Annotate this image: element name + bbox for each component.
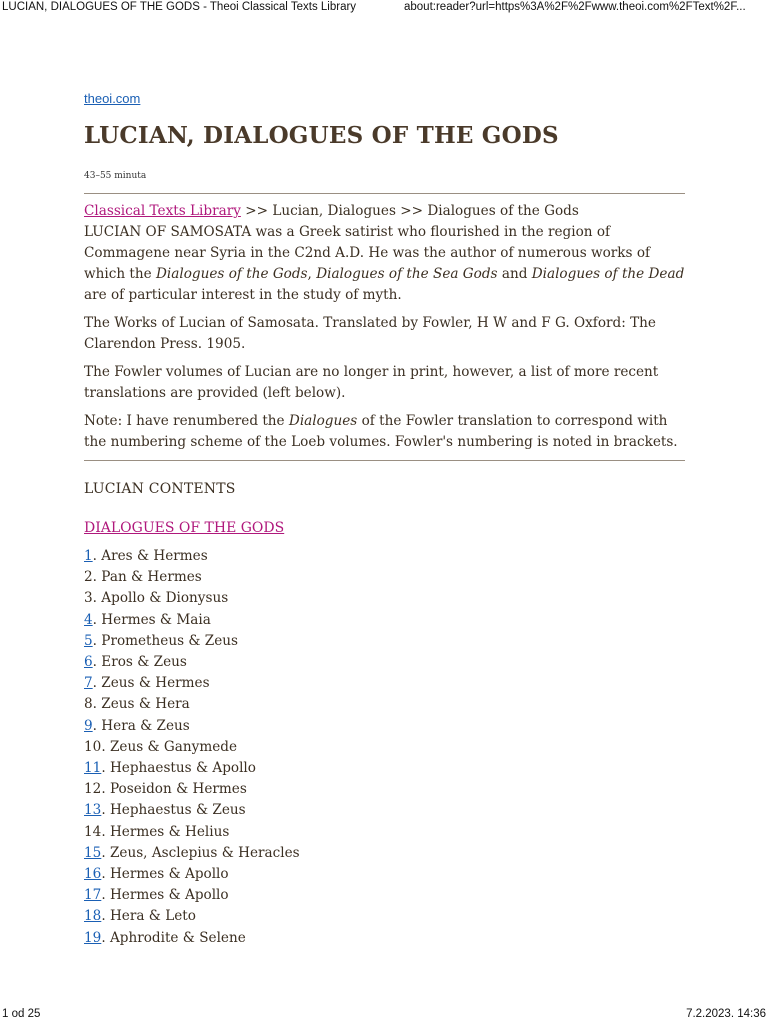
dialogue-item (84, 885, 685, 906)
dialogue-title: . Zeus, Asclepius & Heracles (101, 844, 300, 861)
dialogue-item (84, 694, 685, 715)
dialogue-title: . Hera & Leto (101, 908, 196, 925)
breadcrumb-rest: >> Lucian, Dialogues >> Dialogues of the Gods (240, 203, 579, 219)
dialogue-title: . Apollo & Dionysus (92, 590, 229, 607)
dialogue-item (84, 906, 685, 927)
intro-text-1: LUCIAN OF SAMOSATA was a Greek satirist who flourished in the region of Commagene near Syria in the C2nd A.D. He was the author of numerous works of which the (84, 224, 651, 282)
dialogue-number: 8 (84, 696, 93, 713)
dialogue-item (84, 928, 685, 949)
dialogue-title: . Poseidon & Hermes (101, 781, 247, 798)
dialogue-list (84, 546, 685, 949)
dialogue-title: . Hera & Zeus (92, 717, 190, 734)
print-footer (0, 1008, 768, 1024)
note-paragraph (84, 411, 685, 453)
dialogue-number[interactable]: 15 (84, 844, 102, 861)
dialogue-number: 2 (84, 569, 93, 586)
dialogue-number: 3 (84, 590, 93, 607)
dialogue-item (84, 800, 685, 821)
dialogue-item (84, 758, 685, 779)
dialogue-number[interactable]: 6 (84, 654, 93, 671)
dialogue-number: 14 (84, 823, 102, 840)
dialogue-number[interactable]: 18 (84, 908, 102, 925)
print-header-url: about:reader?url=https%3A%2F%2Fwww.theoi.com%2FText%2F... (404, 1, 746, 13)
dialogue-title: . Eros & Zeus (92, 654, 187, 671)
dialogue-item (84, 546, 685, 567)
divider-bottom (84, 460, 685, 461)
dialogue-title: . Zeus & Ganymede (101, 738, 237, 755)
dialogue-number[interactable]: 4 (84, 611, 93, 628)
dialogue-number: 10 (84, 738, 102, 755)
dialogue-title: . Ares & Hermes (92, 548, 208, 564)
dialogue-title: . Hermes & Maia (92, 611, 211, 628)
intro-text-4: are of particular interest in the study of myth. (84, 287, 402, 303)
dialogue-item (84, 737, 685, 758)
breadcrumb-link-library[interactable]: Classical Texts Library (84, 203, 241, 219)
contents-heading: LUCIAN CONTENTS (84, 481, 236, 497)
dialogue-number[interactable]: 1 (84, 548, 93, 564)
site-link[interactable]: theoi.com (84, 91, 141, 106)
dialogue-title: . Hermes & Apollo (101, 887, 229, 904)
print-note-paragraph: The Fowler volumes of Lucian are no longer in print, however, a list of more recent translations are provided (left below). (84, 364, 659, 401)
article (84, 88, 685, 949)
breadcrumb (84, 201, 685, 222)
dialogue-number[interactable]: 7 (84, 675, 93, 692)
dialogue-title: . Prometheus & Zeus (92, 632, 239, 649)
dialogue-item (84, 610, 685, 631)
intro-italic-2: Dialogues of the Sea Gods (316, 266, 498, 282)
dialogue-number: 12 (84, 781, 102, 798)
print-header (0, 0, 768, 16)
note-text-1: Note: I have renumbered the (84, 413, 289, 429)
dialogue-number[interactable]: 13 (84, 802, 102, 819)
dialogue-item (84, 567, 685, 588)
dialogue-item (84, 588, 685, 609)
dialogue-number[interactable]: 11 (84, 760, 102, 777)
page-title: LUCIAN, DIALOGUES OF THE GODS (84, 122, 559, 149)
dialogue-number[interactable]: 17 (84, 887, 102, 904)
dialogue-title: . Hephaestus & Apollo (101, 760, 256, 777)
dialogues-heading-link[interactable]: DIALOGUES OF THE GODS (84, 520, 285, 536)
dialogue-title: . Hephaestus & Zeus (101, 802, 246, 819)
dialogue-number[interactable]: 5 (84, 632, 93, 649)
dialogue-item (84, 822, 685, 843)
dialogue-item (84, 864, 685, 885)
dialogue-title: . Zeus & Hera (92, 696, 190, 713)
dialogue-item (84, 673, 685, 694)
dialogue-item (84, 631, 685, 652)
dialogue-title: . Pan & Hermes (92, 569, 202, 586)
note-italic: Dialogues (288, 413, 358, 429)
intro-italic-3: Dialogues of the Dead (531, 266, 685, 282)
dialogue-title: . Hermes & Apollo (101, 866, 229, 883)
intro-italic-1: Dialogues of the Gods (156, 266, 308, 282)
intro-text-3: and (497, 266, 532, 282)
print-header-title: LUCIAN, DIALOGUES OF THE GODS - Theoi Classical Texts Library (2, 1, 357, 13)
print-datetime: 7.2.2023. 14:36 (686, 1008, 766, 1020)
note-text-2: of the Fowler translation to correspond with the numbering scheme of the Loeb volumes. Fowler's numbering is noted in brackets. (84, 413, 678, 450)
dialogue-item (84, 779, 685, 800)
dialogue-number[interactable]: 9 (84, 717, 93, 734)
dialogue-title: . Aphrodite & Selene (101, 929, 246, 946)
divider-top (84, 193, 685, 194)
intro-paragraph (84, 222, 685, 306)
dialogue-number[interactable]: 16 (84, 866, 102, 883)
dialogue-item (84, 843, 685, 864)
dialogue-item (84, 716, 685, 737)
intro-text-2: , (307, 266, 317, 282)
dialogue-title: . Zeus & Hermes (92, 675, 210, 692)
edition-paragraph: The Works of Lucian of Samosata. Translated by Fowler, H W and F G. Oxford: The Clarendon Press. 1905. (84, 315, 656, 352)
dialogue-item (84, 652, 685, 673)
dialogue-title: . Hermes & Helius (101, 823, 230, 840)
page-counter: 1 od 25 (2, 1008, 41, 1020)
dialogue-number[interactable]: 19 (84, 929, 102, 946)
read-time: 43–55 minuta (84, 171, 147, 181)
